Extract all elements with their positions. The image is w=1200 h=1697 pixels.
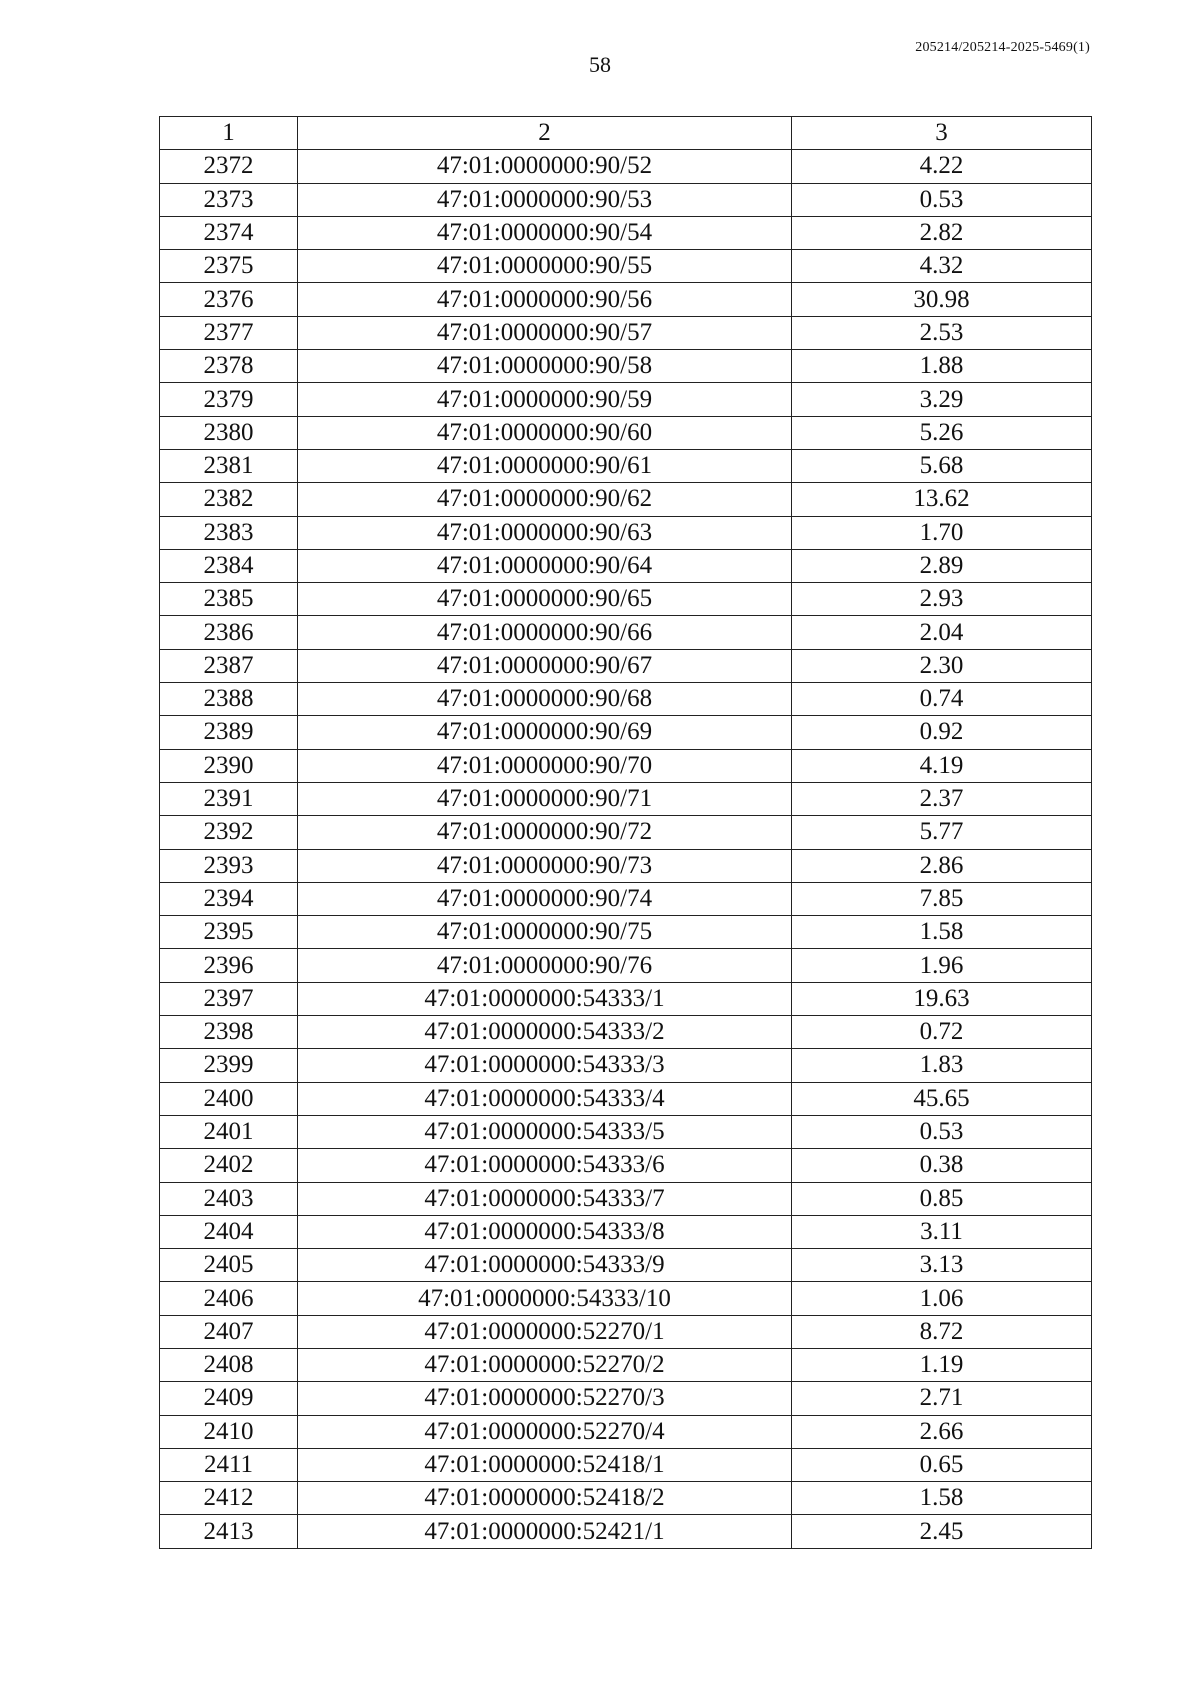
cadastral-number-cell: 47:01:0000000:52270/3 [298, 1382, 792, 1415]
page-number: 58 [589, 52, 611, 77]
row-number-cell: 2393 [160, 849, 298, 882]
column-header-2: 2 [298, 117, 792, 150]
table-row [160, 1448, 1092, 1481]
cadastral-number-cell: 47:01:0000000:54333/9 [298, 1249, 792, 1282]
row-number-cell: 2405 [160, 1249, 298, 1282]
row-number-cell: 2403 [160, 1182, 298, 1215]
cadastral-number-cell: 47:01:0000000:54333/7 [298, 1182, 792, 1215]
cadastral-number-cell: 47:01:0000000:90/73 [298, 849, 792, 882]
cadastral-number-cell: 47:01:0000000:52270/1 [298, 1315, 792, 1348]
cadastral-number-cell: 47:01:0000000:90/64 [298, 549, 792, 582]
cadastral-number-cell: 47:01:0000000:90/56 [298, 283, 792, 316]
area-cell: 2.37 [792, 782, 1092, 815]
table-body [160, 150, 1092, 1548]
cadastral-number-cell: 47:01:0000000:52418/2 [298, 1482, 792, 1515]
cadastral-number-cell: 47:01:0000000:90/67 [298, 649, 792, 682]
row-number-cell: 2411 [160, 1448, 298, 1481]
table-row [160, 583, 1092, 616]
area-cell: 8.72 [792, 1315, 1092, 1348]
area-cell: 30.98 [792, 283, 1092, 316]
area-cell: 0.85 [792, 1182, 1092, 1215]
table-row [160, 350, 1092, 383]
table-row [160, 1115, 1092, 1148]
cadastral-number-cell: 47:01:0000000:90/53 [298, 183, 792, 216]
column-header-1: 1 [160, 117, 298, 150]
cadastral-number-cell: 47:01:0000000:54333/3 [298, 1049, 792, 1082]
cadastral-number-cell: 47:01:0000000:52421/1 [298, 1515, 792, 1548]
cadastral-number-cell: 47:01:0000000:90/61 [298, 449, 792, 482]
area-cell: 45.65 [792, 1082, 1092, 1115]
area-cell: 2.53 [792, 316, 1092, 349]
table-row [160, 549, 1092, 582]
table-row [160, 616, 1092, 649]
row-number-cell: 2375 [160, 250, 298, 283]
row-number-cell: 2380 [160, 416, 298, 449]
area-cell: 0.53 [792, 1115, 1092, 1148]
row-number-cell: 2407 [160, 1315, 298, 1348]
cadastral-number-cell: 47:01:0000000:90/63 [298, 516, 792, 549]
row-number-cell: 2373 [160, 183, 298, 216]
row-number-cell: 2383 [160, 516, 298, 549]
table-header-row [160, 117, 1092, 150]
cadastral-number-cell: 47:01:0000000:90/54 [298, 216, 792, 249]
row-number-cell: 2372 [160, 150, 298, 183]
table-row [160, 982, 1092, 1015]
row-number-cell: 2390 [160, 749, 298, 782]
row-number-cell: 2386 [160, 616, 298, 649]
row-number-cell: 2404 [160, 1215, 298, 1248]
table-row [160, 150, 1092, 183]
table-row [160, 849, 1092, 882]
area-cell: 2.66 [792, 1415, 1092, 1448]
area-cell: 1.88 [792, 350, 1092, 383]
area-cell: 0.65 [792, 1448, 1092, 1481]
area-cell: 1.70 [792, 516, 1092, 549]
area-cell: 4.19 [792, 749, 1092, 782]
cadastral-number-cell: 47:01:0000000:90/58 [298, 350, 792, 383]
cadastral-number-cell: 47:01:0000000:54333/6 [298, 1149, 792, 1182]
area-cell: 3.13 [792, 1249, 1092, 1282]
row-number-cell: 2408 [160, 1348, 298, 1381]
cadastral-number-cell: 47:01:0000000:54333/8 [298, 1215, 792, 1248]
area-cell: 2.71 [792, 1382, 1092, 1415]
row-number-cell: 2409 [160, 1382, 298, 1415]
table-row [160, 1282, 1092, 1315]
row-number-cell: 2378 [160, 350, 298, 383]
cadastral-number-cell: 47:01:0000000:90/65 [298, 583, 792, 616]
area-cell: 2.89 [792, 549, 1092, 582]
area-cell: 1.58 [792, 916, 1092, 949]
row-number-cell: 2381 [160, 449, 298, 482]
cadastral-number-cell: 47:01:0000000:90/62 [298, 483, 792, 516]
row-number-cell: 2388 [160, 683, 298, 716]
cadastral-number-cell: 47:01:0000000:90/71 [298, 782, 792, 815]
row-number-cell: 2376 [160, 283, 298, 316]
cadastral-number-cell: 47:01:0000000:54333/5 [298, 1115, 792, 1148]
area-cell: 1.19 [792, 1348, 1092, 1381]
parcel-table [159, 116, 1092, 1549]
table-row [160, 449, 1092, 482]
cadastral-number-cell: 47:01:0000000:90/69 [298, 716, 792, 749]
area-cell: 5.68 [792, 449, 1092, 482]
area-cell: 5.77 [792, 816, 1092, 849]
table-row [160, 1315, 1092, 1348]
cadastral-number-cell: 47:01:0000000:90/60 [298, 416, 792, 449]
row-number-cell: 2395 [160, 916, 298, 949]
table-row [160, 782, 1092, 815]
table-row [160, 1215, 1092, 1248]
cadastral-number-cell: 47:01:0000000:54333/1 [298, 982, 792, 1015]
area-cell: 0.38 [792, 1149, 1092, 1182]
cadastral-number-cell: 47:01:0000000:90/66 [298, 616, 792, 649]
row-number-cell: 2400 [160, 1082, 298, 1115]
area-cell: 0.53 [792, 183, 1092, 216]
cadastral-number-cell: 47:01:0000000:90/52 [298, 150, 792, 183]
table-row [160, 1249, 1092, 1282]
row-number-cell: 2398 [160, 1016, 298, 1049]
table-row [160, 216, 1092, 249]
area-cell: 3.11 [792, 1215, 1092, 1248]
row-number-cell: 2387 [160, 649, 298, 682]
table-row [160, 1348, 1092, 1381]
area-cell: 4.22 [792, 150, 1092, 183]
table-row [160, 1382, 1092, 1415]
table-row [160, 1415, 1092, 1448]
row-number-cell: 2391 [160, 782, 298, 815]
cadastral-number-cell: 47:01:0000000:54333/10 [298, 1282, 792, 1315]
row-number-cell: 2413 [160, 1515, 298, 1548]
area-cell: 2.93 [792, 583, 1092, 616]
table-row [160, 383, 1092, 416]
cadastral-number-cell: 47:01:0000000:90/68 [298, 683, 792, 716]
row-number-cell: 2399 [160, 1049, 298, 1082]
table-row [160, 916, 1092, 949]
area-cell: 5.26 [792, 416, 1092, 449]
column-header-3: 3 [792, 117, 1092, 150]
cadastral-number-cell: 47:01:0000000:54333/4 [298, 1082, 792, 1115]
table-row [160, 882, 1092, 915]
table-row [160, 283, 1092, 316]
area-cell: 13.62 [792, 483, 1092, 516]
cadastral-number-cell: 47:01:0000000:90/55 [298, 250, 792, 283]
row-number-cell: 2382 [160, 483, 298, 516]
table-row [160, 250, 1092, 283]
cadastral-number-cell: 47:01:0000000:52418/1 [298, 1448, 792, 1481]
area-cell: 2.82 [792, 216, 1092, 249]
cadastral-number-cell: 47:01:0000000:90/75 [298, 916, 792, 949]
cadastral-number-cell: 47:01:0000000:90/72 [298, 816, 792, 849]
row-number-cell: 2385 [160, 583, 298, 616]
table-row [160, 183, 1092, 216]
table-row [160, 416, 1092, 449]
row-number-cell: 2392 [160, 816, 298, 849]
area-cell: 1.83 [792, 1049, 1092, 1082]
row-number-cell: 2377 [160, 316, 298, 349]
row-number-cell: 2402 [160, 1149, 298, 1182]
table-row [160, 716, 1092, 749]
row-number-cell: 2374 [160, 216, 298, 249]
row-number-cell: 2379 [160, 383, 298, 416]
cadastral-number-cell: 47:01:0000000:52270/2 [298, 1348, 792, 1381]
cadastral-number-cell: 47:01:0000000:90/59 [298, 383, 792, 416]
table-row [160, 316, 1092, 349]
row-number-cell: 2396 [160, 949, 298, 982]
cadastral-number-cell: 47:01:0000000:52270/4 [298, 1415, 792, 1448]
area-cell: 0.92 [792, 716, 1092, 749]
row-number-cell: 2406 [160, 1282, 298, 1315]
table-row [160, 949, 1092, 982]
cadastral-number-cell: 47:01:0000000:90/74 [298, 882, 792, 915]
row-number-cell: 2394 [160, 882, 298, 915]
table-row [160, 516, 1092, 549]
area-cell: 0.72 [792, 1016, 1092, 1049]
area-cell: 2.45 [792, 1515, 1092, 1548]
document-reference: 205214/205214-2025-5469(1) [915, 40, 1090, 55]
table-row [160, 816, 1092, 849]
row-number-cell: 2410 [160, 1415, 298, 1448]
area-cell: 1.58 [792, 1482, 1092, 1515]
table-row [160, 1016, 1092, 1049]
table-row [160, 1049, 1092, 1082]
area-cell: 19.63 [792, 982, 1092, 1015]
table-row [160, 649, 1092, 682]
cadastral-number-cell: 47:01:0000000:90/70 [298, 749, 792, 782]
area-cell: 1.96 [792, 949, 1092, 982]
area-cell: 2.04 [792, 616, 1092, 649]
area-cell: 2.86 [792, 849, 1092, 882]
table-row [160, 683, 1092, 716]
table-row [160, 483, 1092, 516]
table-row [160, 1149, 1092, 1182]
area-cell: 7.85 [792, 882, 1092, 915]
area-cell: 1.06 [792, 1282, 1092, 1315]
row-number-cell: 2389 [160, 716, 298, 749]
row-number-cell: 2384 [160, 549, 298, 582]
area-cell: 0.74 [792, 683, 1092, 716]
table-row [160, 1082, 1092, 1115]
area-cell: 3.29 [792, 383, 1092, 416]
cadastral-number-cell: 47:01:0000000:90/76 [298, 949, 792, 982]
cadastral-number-cell: 47:01:0000000:90/57 [298, 316, 792, 349]
table-row [160, 1182, 1092, 1215]
area-cell: 4.32 [792, 250, 1092, 283]
row-number-cell: 2401 [160, 1115, 298, 1148]
cadastral-number-cell: 47:01:0000000:54333/2 [298, 1016, 792, 1049]
table-row [160, 749, 1092, 782]
table-row [160, 1515, 1092, 1548]
area-cell: 2.30 [792, 649, 1092, 682]
table-row [160, 1482, 1092, 1515]
row-number-cell: 2397 [160, 982, 298, 1015]
row-number-cell: 2412 [160, 1482, 298, 1515]
